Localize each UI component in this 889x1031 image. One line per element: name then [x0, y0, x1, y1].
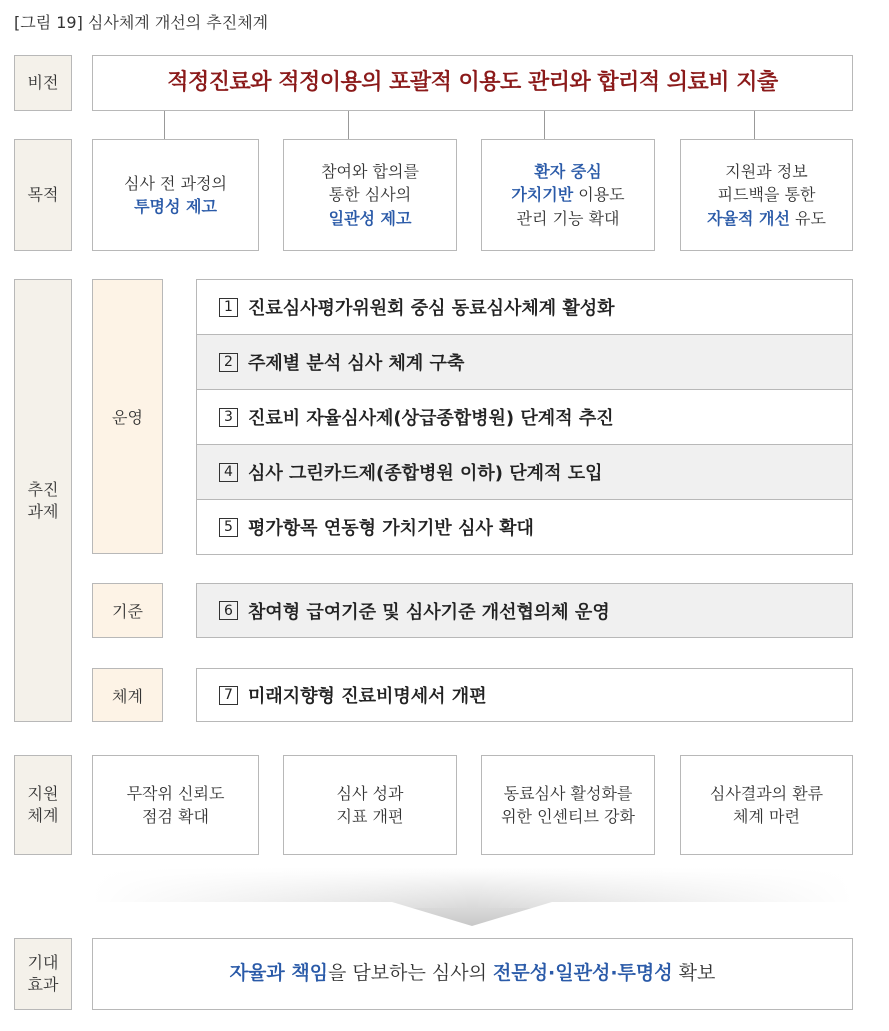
effect-text [92, 938, 853, 1010]
purpose-highlight: 일관성 제고 [328, 208, 412, 228]
support-label [14, 755, 72, 855]
purpose-text: 통한 심사의 [328, 185, 412, 205]
purpose-text: 관리 기능 확대 [516, 208, 620, 228]
vision-label: 비전 [14, 55, 72, 111]
task-text: 미래지향형 진료비명세서 개편 [248, 686, 487, 707]
support-item [283, 755, 457, 855]
purpose-text: 지원과 정보 [725, 162, 808, 182]
effect-label [14, 938, 72, 1010]
effect-text-part: 을 담보하는 심사의 [328, 962, 493, 985]
tasks-label [14, 279, 72, 722]
purpose-highlight: 가치기반 [511, 185, 574, 205]
purpose-highlight: 자율적 개선 [707, 208, 790, 228]
task-item-1 [196, 279, 853, 335]
task-text: 진료심사평가위원회 중심 동료심사체계 활성화 [248, 298, 615, 319]
support-item [680, 755, 853, 855]
purpose-item-autonomous [680, 139, 853, 251]
effect-highlight: 자율과 책임 [229, 962, 329, 985]
task-text: 주제별 분석 심사 체계 구축 [248, 353, 465, 374]
effect-text-part: 확보 [672, 962, 716, 985]
purpose-text: 유도 [789, 208, 826, 228]
support-text: 체계 마련 [733, 807, 800, 826]
support-text: 위한 인센티브 강화 [501, 807, 635, 826]
task-number: 2 [219, 353, 238, 372]
figure-caption: [그림 19] 심사체계 개선의 추진체계 [14, 13, 269, 32]
group-system: 체계 [92, 668, 163, 722]
support-text: 무작위 신뢰도 [126, 783, 225, 803]
support-text: 심사 성과 [336, 783, 404, 803]
connector-line [164, 111, 165, 139]
task-item-2 [196, 334, 853, 390]
purpose-item-transparency [92, 139, 259, 251]
task-text: 평가항목 연동형 가치기반 심사 확대 [248, 518, 534, 539]
task-number: 1 [219, 298, 238, 317]
purpose-highlight: 투명성 제고 [134, 197, 217, 216]
purpose-text: 피드백을 통한 [717, 185, 816, 205]
task-item-3 [196, 389, 853, 445]
down-arrow-icon [92, 868, 853, 928]
task-text: 참여형 급여기준 및 심사기준 개선협의체 운영 [248, 601, 610, 623]
task-number: 7 [219, 686, 238, 705]
tasks-label-line: 추진 [27, 479, 59, 499]
purpose-text: 참여와 합의를 [321, 162, 419, 182]
task-item-5 [196, 499, 853, 555]
support-text: 지표 개편 [336, 807, 404, 826]
effect-highlight: 전문성·일관성·투명성 [492, 962, 673, 985]
purpose-item-consistency [283, 139, 457, 251]
connector-line [754, 111, 755, 139]
support-label-line: 지원 [27, 784, 59, 804]
task-number: 3 [219, 408, 238, 427]
support-text: 심사결과의 환류 [709, 783, 824, 803]
task-text: 진료비 자율심사제(상급종합병원) 단계적 추진 [248, 408, 614, 429]
purpose-text: 이용도 [573, 185, 625, 205]
connector-line [348, 111, 349, 139]
purpose-text: 심사 전 과정의 [124, 173, 227, 193]
tasks-label-line: 과제 [27, 501, 59, 521]
task-text: 심사 그린카드제(종합병원 이하) 단계적 도입 [248, 463, 603, 484]
connector-line [544, 111, 545, 139]
effect-label-line: 기대 [27, 953, 59, 973]
task-number: 6 [219, 601, 238, 620]
task-item-4 [196, 444, 853, 500]
group-operation: 운영 [92, 279, 163, 554]
purpose-highlight: 환자 중심 [534, 162, 602, 182]
support-item [481, 755, 655, 855]
support-text: 동료심사 활성화를 [503, 783, 633, 803]
effect-label-line: 효과 [27, 975, 59, 994]
support-label-line: 체계 [27, 806, 59, 825]
task-item-7 [196, 668, 853, 722]
purpose-label: 목적 [14, 139, 72, 251]
support-text: 점검 확대 [142, 807, 209, 826]
task-number: 4 [219, 463, 238, 482]
vision-text: 적정진료와 적정이용의 포괄적 이용도 관리와 합리적 의료비 지출 [92, 55, 853, 111]
group-criteria: 기준 [92, 583, 163, 638]
task-item-6 [196, 583, 853, 638]
task-number: 5 [219, 518, 238, 537]
support-item [92, 755, 259, 855]
purpose-item-patient-centered [481, 139, 655, 251]
